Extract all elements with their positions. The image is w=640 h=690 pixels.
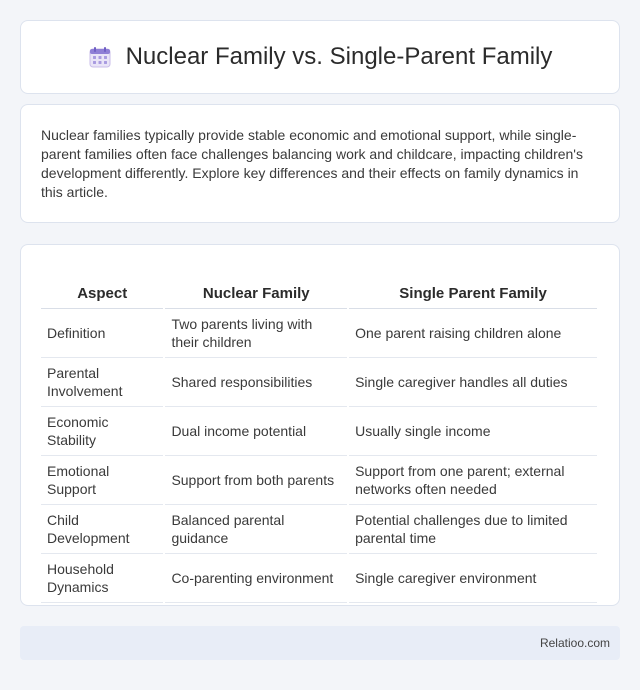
comparison-table-card <box>20 244 620 606</box>
title-card <box>20 20 620 94</box>
table-cell: Child Development <box>41 505 163 554</box>
table-row <box>41 358 597 407</box>
table-cell: Household Dynamics <box>41 554 163 603</box>
table-row <box>41 505 597 554</box>
table-cell: Shared responsibilities <box>165 358 347 407</box>
table-cell: Support from both parents <box>165 456 347 505</box>
table-header-row <box>41 265 597 309</box>
comparison-table <box>39 265 599 603</box>
column-header-aspect: Aspect <box>41 265 163 309</box>
calendar-icon <box>88 45 112 69</box>
table-cell: Definition <box>41 309 163 358</box>
table-cell: Co-parenting environment <box>165 554 347 603</box>
column-header-nuclear: Nuclear Family <box>165 265 347 309</box>
page-title: Nuclear Family vs. Single-Parent Family <box>125 43 553 70</box>
table-row <box>41 554 597 603</box>
table-cell: Emotional Support <box>41 456 163 505</box>
footer-brand[interactable]: Relatioo.com <box>539 636 610 650</box>
table-cell: Two parents living with their children <box>165 309 347 358</box>
table-row <box>41 456 597 505</box>
column-header-single: Single Parent Family <box>349 265 597 309</box>
table-cell: Dual income potential <box>165 407 347 456</box>
footer <box>20 626 620 660</box>
table-cell: Usually single income <box>349 407 597 456</box>
table-cell: Single caregiver handles all duties <box>349 358 597 407</box>
table-cell: Parental Involvement <box>41 358 163 407</box>
table-cell: Single caregiver environment <box>349 554 597 603</box>
table-cell: One parent raising children alone <box>349 309 597 358</box>
table-cell: Support from one parent; external networks often needed <box>349 456 597 505</box>
table-cell: Economic Stability <box>41 407 163 456</box>
table-cell: Potential challenges due to limited parental time <box>349 505 597 554</box>
table-row <box>41 309 597 358</box>
table-cell: Balanced parental guidance <box>165 505 347 554</box>
table-row <box>41 407 597 456</box>
intro-card <box>20 104 620 223</box>
intro-text: Nuclear families typically provide stable economic and emotional support, while single-parent families often face challenges balancing work and childcare, impacting children's development differently. Explore key differences and their effects on family dynamics in this article. <box>41 127 583 200</box>
